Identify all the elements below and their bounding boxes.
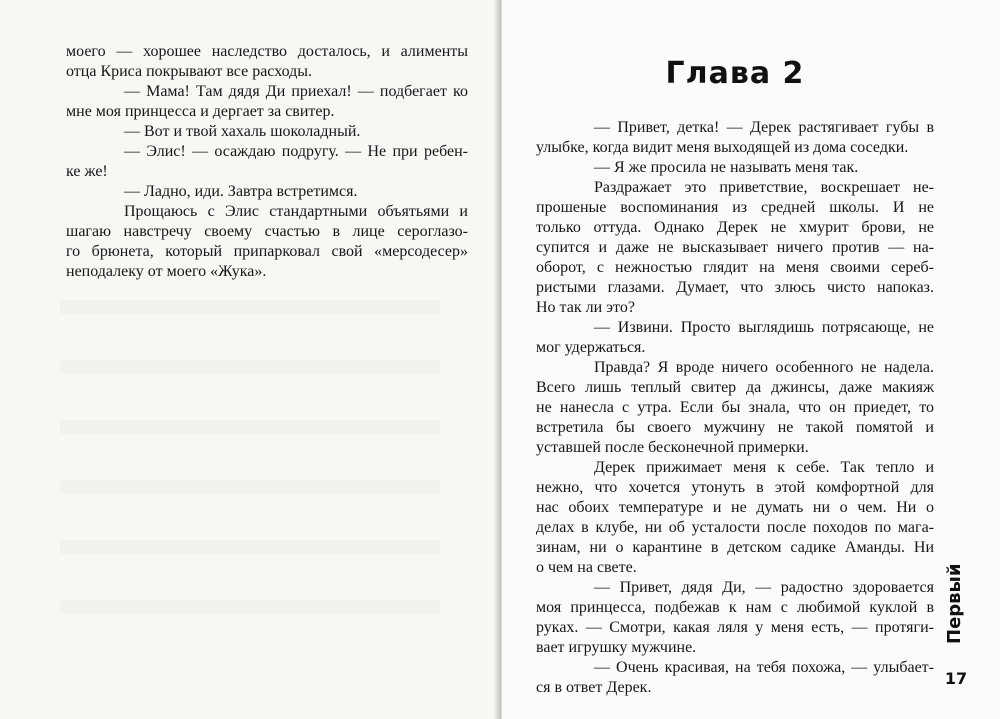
text-line: — Элис! — осаждаю подругу. — Не при ребен- xyxy=(124,143,468,160)
text-line: вает игрушку мужчине. xyxy=(536,639,697,656)
text-line: шагаю навстречу своему счастью в лице сероглазо- xyxy=(66,223,468,240)
text-line: нас обоих температуре и не думать ни о чем. Ни о xyxy=(536,499,934,516)
bleed-through xyxy=(60,480,440,494)
text-line: нежно, что хочется утонуть в этой комфортной для xyxy=(536,479,934,496)
left-page-text xyxy=(66,42,468,282)
text-line: оборот, с нежностью глядит на меня своими сереб- xyxy=(536,259,934,276)
text-line: моего — хорошее наследство досталось, и алименты xyxy=(66,43,468,60)
text-line: руках. — Смотри, какая ляля у меня есть, — протяги- xyxy=(536,619,934,636)
page-number: 17 xyxy=(944,669,968,688)
text-line: ристыми глазами. Думает, что злюсь чисто напоказ. xyxy=(536,279,934,296)
text-line: ся в ответ Дерек. xyxy=(536,679,652,696)
text-line: только оттуда. Однако Дерек не хмурит брови, не xyxy=(536,219,934,236)
text-line: Всего лишь теплый свитер да джинсы, даже макияж xyxy=(536,379,934,396)
text-line: — Привет, детка! — Дерек растягивает губы в xyxy=(594,119,934,136)
text-line: Прощаюсь с Элис стандартными объятьями и xyxy=(124,203,468,220)
text-line: — Я же просила не называть меня так. xyxy=(594,159,859,176)
bleed-through xyxy=(60,420,440,434)
text-line: неподалеку от моего «Жука». xyxy=(66,263,267,280)
text-line: зинам, ни о карантине в детском садике Аманды. Ни xyxy=(536,539,934,556)
text-line: го брюнета, который припарковал свой «мерсодесер» xyxy=(66,243,468,260)
text-line: мог удержаться. xyxy=(536,339,646,356)
text-line: улыбке, когда видит меня выходящей из дома соседки. xyxy=(536,139,909,156)
text-line: отца Криса покрывают все расходы. xyxy=(66,63,313,80)
text-line: Правда? Я вроде ничего особенного не надела. xyxy=(594,359,934,376)
chapter-title: Глава 2 xyxy=(665,56,805,91)
text-line: не нанесла с утра. Если бы знала, что он приедет, то xyxy=(536,399,934,416)
text-line: встретила бы своего мужчину не такой помятой и xyxy=(536,419,934,436)
text-line: прошеные воспоминания из средней школы. И не xyxy=(536,199,934,216)
text-line: Раздражает это приветствие, воскрешает не- xyxy=(594,179,934,196)
text-line: о чем на свете. xyxy=(536,559,637,576)
right-page-text xyxy=(536,118,934,698)
text-line: Дерек прижимает меня к себе. Так тепло и xyxy=(594,459,934,476)
text-line: Но так ли это? xyxy=(536,299,635,316)
bleed-through xyxy=(60,360,440,374)
left-page xyxy=(0,0,498,719)
text-line: — Извини. Просто выглядишь потрясающе, не xyxy=(594,319,934,336)
bleed-through xyxy=(60,300,440,314)
text-line: — Привет, дядя Ди, — радостно здоровается xyxy=(594,579,934,596)
bleed-through xyxy=(60,540,440,554)
text-line: — Вот и твой хахаль шоколадный. xyxy=(124,123,361,140)
text-line: — Очень красивая, на тебя похожа, — улыбает- xyxy=(594,659,934,676)
bleed-through xyxy=(60,600,440,614)
text-line: моя принцесса, подбежав к нам с любимой куклой в xyxy=(536,599,934,616)
running-head: Первый xyxy=(944,563,965,644)
text-line: уставшей после бесконечной примерки. xyxy=(536,439,809,456)
text-line: супится и даже не высказывает ничего против — на- xyxy=(536,239,934,256)
text-line: — Ладно, иди. Завтра встретимся. xyxy=(124,183,358,200)
text-line: ке же! xyxy=(66,163,108,180)
text-line: делах в клубе, ни об усталости после походов по мага- xyxy=(536,519,934,536)
text-line: — Мама! Там дядя Ди приехал! — подбегает ко xyxy=(124,83,468,100)
text-line: мне моя принцесса и дергает за свитер. xyxy=(66,103,335,120)
